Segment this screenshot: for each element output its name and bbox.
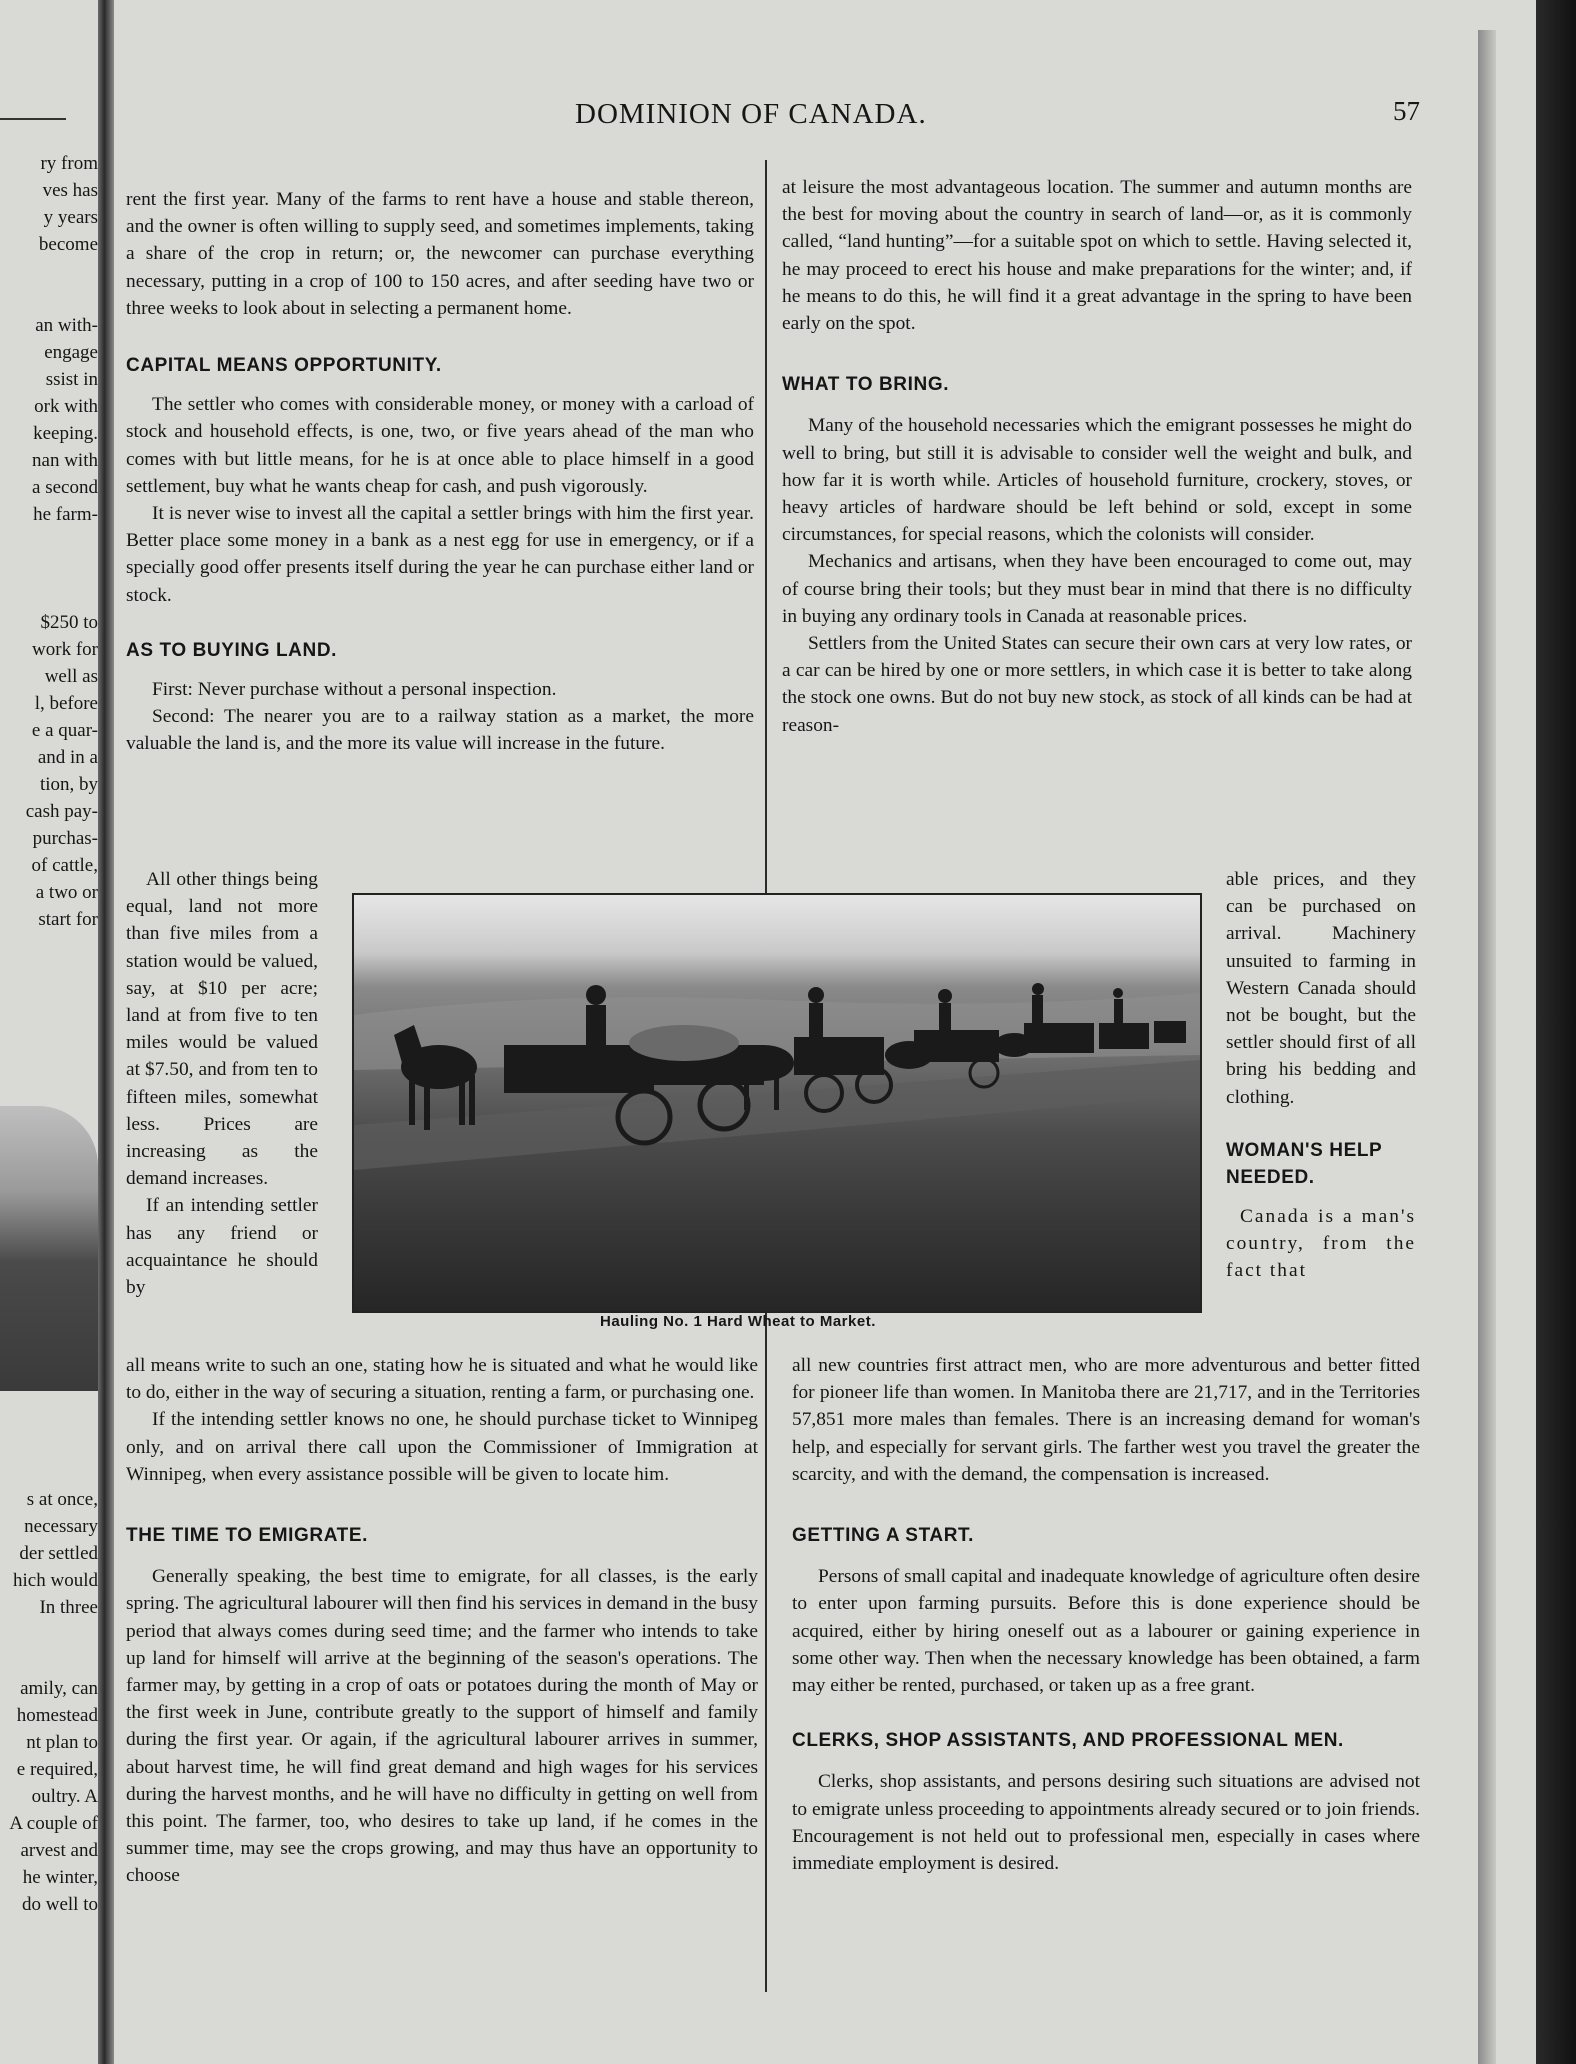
- page-edge-dark: [1536, 0, 1576, 2064]
- facing-page-line: become: [38, 234, 98, 255]
- paragraph: Many of the household necessaries which the emigrant possesses he might do well to bring, but still it is advisable to consider well the weight and bulk, and how far it is worth while. Articles of household furniture, crockery, stoves, or heavy articles of hardware should be left behind or sold, except in some circumstances, for special reasons, which the colonists will consider.: [782, 415, 1412, 546]
- facing-page-line: ry from: [40, 153, 98, 174]
- heading-as-to-buying-land: AS TO BUYING LAND.: [126, 639, 338, 661]
- paragraph: Generally speaking, the best time to emigrate, for all classes, is the early spring. The agricultural labourer will then find his services in demand in the busy period that always comes during seed time; and the farmer who intends to take up land for himself will arrive at the beginning of the season's operations. The farmer may, by getting in a crop of oats or potatoes during the month of May or the first week in June, contribute greatly to the support of himself and family during the first year. Or again, if the agricultural labourer arrives in summer, about harvest time, he will find great demand and high wages for his services during the harvest months, and he will have no difficulty in getting on well from this point. The farmer, too, who desires to take up land, if he comes in the summer time, may see the crops growing, and may thus have an opportunity to choose: [126, 1566, 758, 1887]
- facing-page-line: he farm-: [33, 504, 98, 525]
- paragraph: Persons of small capital and inadequate knowledge of agriculture often desire to enter upon farming pursuits. Before this is done experience should be acquired, either by hiring oneself out as a labourer or gaining experience in some other way. Then when the necessary knowledge has been obtained, a farm may either be rented, purchased, or taken up as a free grant.: [792, 1566, 1420, 1697]
- facing-page-rule: [0, 118, 66, 120]
- paragraph: all new countries first attract men, who are more adventurous and better fitted for pioneer life than women. In Manitoba there are 21,717, and in the Territories 57,851 more males than females. There is an increasing demand for woman's help, and especially for servant girls. The farther west you travel the greater the scarcity, and with the demand, the compensation is increased.: [792, 1355, 1420, 1485]
- column-right-upper: [782, 174, 1412, 739]
- paragraph: If the intending settler knows no one, he should purchase ticket to Winnipeg only, and on arrival there call upon the Commissioner of Immigration at Winnipeg, when every assistance possible will be given to locate him.: [126, 1409, 758, 1485]
- heading-what-to-bring: WHAT TO BRING.: [782, 374, 950, 396]
- facing-page-line: In three: [39, 1597, 98, 1618]
- column-left-upper: [126, 186, 754, 758]
- facing-page-line: tion, by: [39, 774, 98, 795]
- facing-page-line: work for: [32, 639, 98, 660]
- facing-page-line: hich would: [13, 1570, 98, 1591]
- paragraph: Settlers from the United States can secure their own cars at very low rates, or a car can be hired by one or more settlers, in which case it is better to take along the stock one owns. But do not buy new stock, as stock of all kinds can be had at reason-: [782, 633, 1412, 736]
- facing-page-line: he winter,: [22, 1867, 98, 1888]
- facing-page-line: nan with: [32, 450, 98, 471]
- heading-the-time-to-emigrate: THE TIME TO EMIGRATE.: [126, 1525, 369, 1547]
- column-right-wrap: [1226, 866, 1416, 1284]
- facing-page-line: a two or: [35, 882, 98, 903]
- facing-page-line: oultry. A: [31, 1786, 98, 1807]
- heading-getting-a-start: GETTING A START.: [792, 1525, 975, 1547]
- facing-page-photo: [0, 1106, 98, 1391]
- facing-page-line: amily, can: [20, 1678, 98, 1699]
- facing-page-line: $250 to: [40, 612, 98, 633]
- facing-page-line: s at once,: [26, 1489, 98, 1510]
- heading-clerks-shop-assistants-professional-men: CLERKS, SHOP ASSISTANTS, AND PROFESSIONAL MEN.: [792, 1730, 1344, 1752]
- facing-page-line: A couple of: [9, 1813, 98, 1834]
- facing-page-line: of cattle,: [31, 855, 98, 876]
- facing-page-line: engage: [44, 342, 98, 363]
- facing-page-line: necessary: [24, 1516, 98, 1537]
- facing-page-line: ves has: [42, 180, 98, 201]
- paragraph: able prices, and they can be purchased on arrival. Machinery unsuited to farming in Western Canada should not be bought, but the settler should first of all bring his bedding and clothing.: [1226, 869, 1416, 1108]
- facing-page-line: cash pay-: [25, 801, 98, 822]
- page-number: 57: [1393, 96, 1420, 126]
- facing-page-line: arvest and: [20, 1840, 98, 1861]
- facing-page-line: e required,: [16, 1759, 98, 1780]
- facing-page-fragment: [0, 0, 112, 2064]
- facing-page-line: a second: [32, 477, 98, 498]
- paragraph: at leisure the most advantageous location. The summer and autumn months are the best for moving about the country in search of land—or, as it is commonly called, “land hunting”—for a suitable spot on which to settle. Having selected it, he may proceed to erect his house and make preparations for the winter; and, if he means to do this, he will find it a great advantage in the spring to have been early on the spot.: [782, 177, 1412, 335]
- book-spine: [98, 0, 114, 2064]
- heading-capital-means-opportunity: CAPITAL MEANS OPPORTUNITY.: [126, 355, 442, 377]
- facing-page-line: do well to: [22, 1894, 98, 1915]
- paragraph: rent the first year. Many of the farms to rent have a house and stable thereon, and the owner is often willing to supply seed, and sometimes implements, taking a share of the crop in return; or, the newcomer can purchase everything necessary, putting in a crop of 100 to 150 acres, and after seeding have two or three weeks to look about in selecting a permanent home.: [126, 189, 754, 319]
- paragraph: all means write to such an one, stating how he is situated and what he would like to do, either in the way of securing a situation, renting a farm, or purchasing one.: [126, 1355, 758, 1404]
- facing-page-line: and in a: [37, 747, 98, 768]
- page-edge: [1478, 30, 1496, 2064]
- paragraph: Second: The nearer you are to a railway station as a market, the more valuable the land is, and the more its value will increase in the future.: [126, 706, 754, 755]
- paragraph: Canada is a man's country, from the fact that: [1226, 1205, 1416, 1282]
- facing-page-line: e a quar-: [31, 720, 98, 741]
- heading-womans-help-needed: WOMAN'S HELP NEEDED.: [1226, 1139, 1382, 1188]
- paragraph: First: Never purchase without a personal inspection.: [152, 679, 557, 701]
- photo-illustration: [354, 895, 1200, 1311]
- wheat-wagons-photo: [352, 893, 1202, 1313]
- facing-page-line: l, before: [34, 693, 98, 714]
- paragraph: Mechanics and artisans, when they have been encouraged to come out, may of course bring their tools; but they must bear in mind that there is no difficulty in buying any ordinary tools in Canada at reasonable prices.: [782, 551, 1412, 627]
- paragraph: It is never wise to invest all the capital a settler brings with him the first year. Better place some money in a bank as a nest egg for use in emergency, or if a specially good offer presents itself during the year he can purchase either land or stock.: [126, 503, 754, 606]
- facing-page-line: well as: [44, 666, 98, 687]
- column-left-wrap: [126, 866, 318, 1301]
- paragraph: Clerks, shop assistants, and persons desiring such situations are advised not to emigrate unless proceeding to appointments already secured or to join friends. Encouragement is not held out to professional men, especially in cases where immediate employment is desired.: [792, 1771, 1420, 1875]
- facing-page-line: keeping.: [33, 423, 98, 444]
- facing-page-line: der settled: [19, 1543, 98, 1564]
- column-left-lower: [126, 1352, 758, 1890]
- paragraph: All other things being equal, land not more than five miles from a station would be valued, say, at $10 per acre; land at from five to ten miles would be valued at $7.50, and from ten to fifteen miles, somewhat less. Prices are increasing as the demand increases.: [126, 869, 318, 1190]
- paragraph: If an intending settler has any friend or acquaintance he should by: [126, 1195, 318, 1299]
- page-header: [120, 96, 1420, 138]
- paragraph: The settler who comes with considerable money, or money with a carload of stock and household effects, is one, two, or five years ahead of the man who comes with but little means, for he is at once able to place himself in a good settlement, buy what he wants cheap for cash, and push vigorously.: [126, 394, 754, 497]
- facing-page-line: ssist in: [45, 369, 98, 390]
- column-right-lower: [792, 1352, 1420, 1877]
- facing-page-line: y years: [43, 207, 98, 228]
- photo-caption: Hauling No. 1 Hard Wheat to Market.: [600, 1313, 876, 1330]
- running-title: DOMINION OF CANADA.: [575, 98, 927, 130]
- facing-page-line: an with-: [35, 315, 98, 336]
- facing-page-line: homestead: [16, 1705, 98, 1726]
- facing-page-line: start for: [38, 909, 98, 930]
- facing-page-line: purchas-: [32, 828, 98, 849]
- facing-page-line: nt plan to: [26, 1732, 98, 1753]
- facing-page-line: ork with: [34, 396, 98, 417]
